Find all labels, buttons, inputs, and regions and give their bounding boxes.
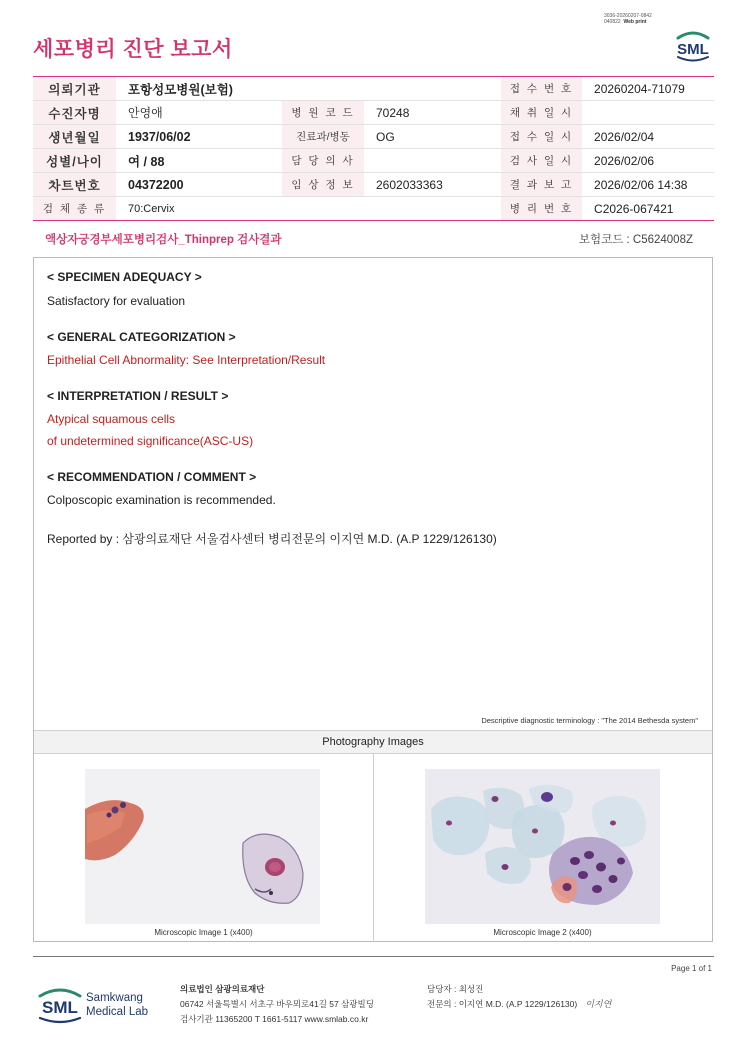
- info-row: [33, 101, 714, 125]
- reported-by: Reported by : 삼광의료재단 서울검사센터 병리전문의 이지연 M.D. (A.P 1229/126130): [47, 532, 497, 546]
- dept-label: 진료과/병동: [282, 125, 364, 149]
- hospital-code-value: 70248: [364, 101, 501, 125]
- print-id-line2: 040822: [604, 19, 621, 25]
- hospital-code-label: 병 원 코 드: [282, 101, 364, 125]
- collection-date-value: [582, 101, 714, 125]
- category-text: Epithelial Cell Abnormality: See Interpretation/Result: [47, 353, 326, 367]
- microscopic-image-2: [425, 769, 660, 924]
- specialist: 전문의 : 이지연 M.D. (A.P 1229/126130): [427, 999, 578, 1009]
- clinical-info-value: 2602033363: [364, 173, 501, 197]
- brand-name-line2: Medical Lab: [86, 1006, 149, 1018]
- collection-date-label: 채 취 일 시: [501, 101, 582, 125]
- info-row: [33, 125, 714, 149]
- dob-value: 1937/06/02: [116, 125, 282, 149]
- exam-date-value: 2026/02/06: [582, 149, 714, 173]
- chart-no-value: 04372200: [116, 173, 282, 197]
- exam-name: 액상자궁경부세포병리검사_Thinprep 검사결과: [45, 234, 282, 246]
- info-row: [33, 149, 714, 173]
- logo-bottom-text: SML: [42, 998, 78, 1017]
- category-title: < GENERAL CATEGORIZATION >: [47, 330, 236, 344]
- interpretation-line1: Atypical squamous cells: [47, 412, 176, 426]
- sml-logo-icon: [672, 26, 714, 64]
- org-address: 06742 서울특별시 서초구 바우뫼로41길 57 삼광빌딩: [180, 999, 374, 1009]
- footer-divider: [33, 956, 714, 957]
- adequacy-text: Satisfactory for evaluation: [47, 294, 186, 308]
- photo-divider: [373, 754, 374, 942]
- dob-label: 생년월일: [33, 125, 116, 149]
- receipt-date-label: 접 수 일 시: [501, 125, 582, 149]
- doctor-label: 담 당 의 사: [282, 149, 364, 173]
- web-print-label: Web print: [623, 19, 647, 25]
- receipt-no-value: 20260204-71079: [582, 77, 714, 101]
- exam-date-label: 검 사 일 시: [501, 149, 582, 173]
- logo-top-text: SML: [677, 41, 709, 58]
- interpretation-title: < INTERPRETATION / RESULT >: [47, 389, 229, 403]
- insurance-code: 보험코드 : C5624008Z: [578, 234, 693, 246]
- report-title: 세포병리 진단 보고서: [33, 38, 233, 61]
- patient-label: 수진자명: [33, 101, 116, 125]
- clinical-info-label: 임 상 정 보: [282, 173, 364, 197]
- chart-no-label: 차트번호: [33, 173, 116, 197]
- info-row: [33, 173, 714, 197]
- info-row: [33, 197, 714, 221]
- sex-age-value: 여 / 88: [116, 149, 282, 173]
- sex-age-label: 성별/나이: [33, 149, 116, 173]
- pathology-no-value: C2026-067421: [582, 197, 714, 221]
- dept-value: OG: [364, 125, 501, 149]
- pathology-no-label: 병 리 번 호: [501, 197, 582, 221]
- footer-staff: [427, 982, 611, 1013]
- exam-bar: [33, 226, 714, 250]
- interpretation-line2: of undetermined significance(ASC-US): [47, 434, 254, 448]
- recommendation-text: Colposcopic examination is recommended.: [47, 493, 276, 507]
- samkwang-logo-icon: [36, 982, 176, 1026]
- page-number: Page 1 of 1: [671, 964, 712, 973]
- org-name: 의료법인 삼광의료재단: [180, 984, 265, 994]
- footer-org: [180, 982, 374, 1027]
- specimen-label: 검 체 종 류: [33, 197, 116, 221]
- requesting-org-label: 의뢰기관: [33, 77, 116, 101]
- print-id-line1: 3036-20260207-0842: [604, 13, 652, 19]
- microscopic-image-1: [85, 769, 320, 924]
- report-date-value: 2026/02/06 14:38: [582, 173, 714, 197]
- signature: 이지연: [585, 1000, 612, 1010]
- print-id: [604, 13, 652, 25]
- receipt-date-value: 2026/02/04: [582, 125, 714, 149]
- requesting-org-value: 포항성모병원(보험): [116, 77, 501, 101]
- photo-header: Photography Images: [34, 730, 712, 754]
- caption-2: Microscopic Image 2 (x400): [493, 928, 592, 937]
- brand-name-line1: Samkwang: [86, 992, 143, 1004]
- caption-1: Microscopic Image 1 (x400): [154, 928, 253, 937]
- manager: 담당자 : 최성진: [427, 984, 484, 994]
- receipt-no-label: 접 수 번 호: [501, 77, 582, 101]
- terminology-note: Descriptive diagnostic terminology : "The 2014 Bethesda system": [481, 716, 698, 725]
- info-row: [33, 77, 714, 101]
- adequacy-title: < SPECIMEN ADEQUACY >: [47, 270, 202, 284]
- patient-value: 안영애: [116, 101, 282, 125]
- specimen-value: 70:Cervix: [116, 197, 501, 221]
- report-date-label: 결 과 보 고: [501, 173, 582, 197]
- report-box: [33, 257, 713, 942]
- recommendation-title: < RECOMMENDATION / COMMENT >: [47, 470, 257, 484]
- patient-info-table: [33, 76, 714, 221]
- doctor-value: [364, 149, 501, 173]
- org-contact: 검사기관 11365200 T 1661-5117 www.smlab.co.kr: [180, 1014, 369, 1024]
